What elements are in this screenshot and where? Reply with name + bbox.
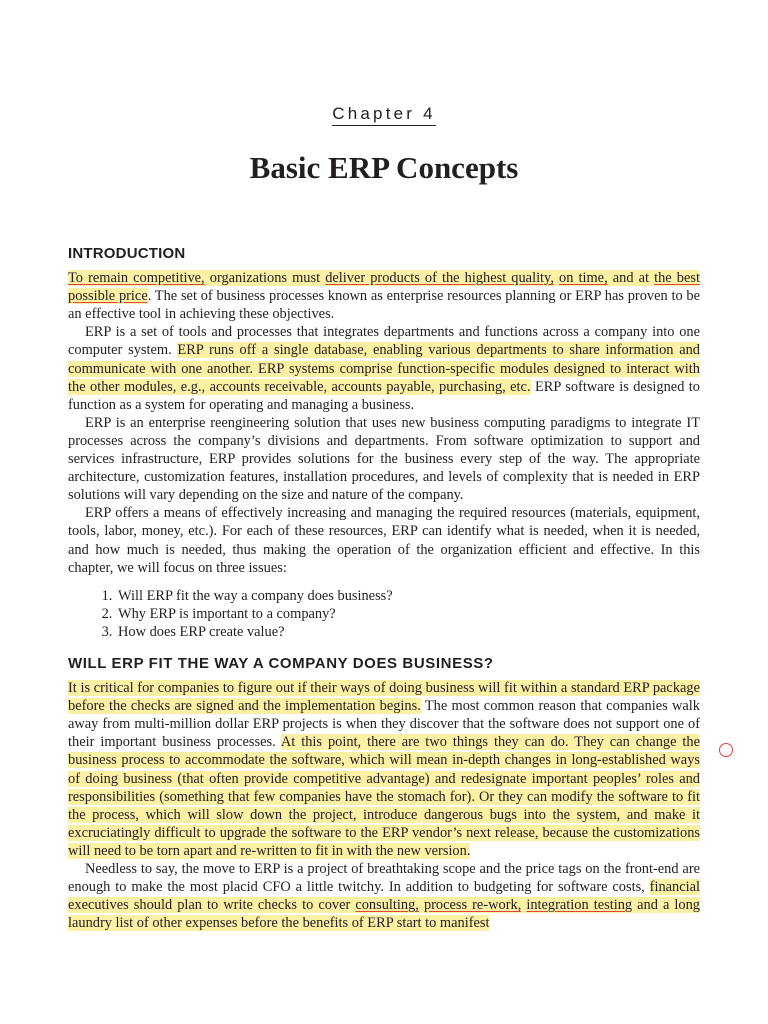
- highlight: It is critical for companies to figure out if their ways of doing business will fit within a standard ERP package before the checks are signed and the implementation begins.: [68, 680, 700, 715]
- paragraph-intro-1: [68, 269, 700, 323]
- highlight-underline: process re-work,: [423, 897, 522, 914]
- plain-text: . The set of business processes known as enterprise resources planning or ERP has proven to be an effective tool in achieving these objectives.: [68, 288, 700, 323]
- paragraph-fit-2: [68, 860, 700, 932]
- plain-text: ERP is a set of tools and processes that integrates departments and functions across a company into one computer system.: [68, 324, 700, 359]
- issues-list: [68, 587, 700, 641]
- section-heading-erp-fit: WILL ERP FIT THE WAY A COMPANY DOES BUSINESS?: [68, 654, 494, 672]
- plain-text: ERP software is designed to function as a system for operating and managing a business.: [68, 378, 701, 413]
- highlight-underline: consulting,: [355, 897, 419, 914]
- highlight: ERP runs off a single database, enabling various departments to share information and communicate with one another. ERP systems comprise function-specific modules designed to interact with the other modules, e.g., accounts receivable, accounts payable, purchasing, etc.: [68, 342, 700, 395]
- paragraph-intro-3: ERP is an enterprise reengineering solution that uses new business computing paradigms to integrate IT processes across the company’s divisions and departments. From software optimization to support and services infrastructure, ERP provides solutions for the business every step of the way. The appropriate architecture, customization features, installation procedures, and levels of complexity that is needed in ERP solutions will vary depending on the size and nature of the company.: [68, 414, 700, 504]
- highlight-underline: To remain competitive,: [68, 270, 205, 287]
- section-heading-introduction: INTRODUCTION: [68, 245, 186, 262]
- body-text: [68, 245, 700, 932]
- chapter-number: Chapter 4: [332, 104, 435, 126]
- highlight: financial executives should plan to write checks to cover: [68, 879, 700, 914]
- list-item: 3. How does ERP create value?: [116, 623, 700, 641]
- plain-text: The most common reason that companies walk away from multi-million dollar ERP projects is when they discover that the software does not support one of their important business processes.: [68, 698, 700, 751]
- highlight: and a long laundry list of other expenses before the benefits of ERP start to manifest: [68, 897, 700, 932]
- highlight-underline: integration testing: [526, 897, 633, 914]
- highlight: and at: [607, 270, 655, 287]
- plain-text: Needless to say, the move to ERP is a project of breathtaking scope and the price tags on the front-end are enough to make the most placid CFO a little twitchy. In addition to budgeting for software costs,: [68, 861, 700, 896]
- list-item: 2. Why ERP is important to a company?: [116, 605, 700, 623]
- paragraph-fit-1: [68, 679, 700, 860]
- chapter-title: Basic ERP Concepts: [249, 150, 519, 185]
- paragraph-intro-4: ERP offers a means of effectively increasing and managing the required resources (materials, equipment, tools, labor, money, etc.). For each of these resources, ERP can identify what is needed, when it is needed, and how much is needed, thus making the operation of the organization efficient and effective. In this chapter, we will focus on three issues:: [68, 505, 700, 576]
- chapter-label: [0, 104, 768, 124]
- highlight-underline: the best possible price: [68, 270, 700, 305]
- highlight: At this point, there are two things they can do. They can change the business process to accommodate the software, which will mean in-depth changes in long-established ways of doing business (that often provide competitive advantage) and redesignate important peoples’ roles and responsibilities (something that few companies have the stomach for). Or they can modify the software to fit the process, which will slow down the project, introduce dangerous bugs into the system, and make it excruciatingly difficult to upgrade the software to the ERP vendor’s next release, because the customizations will need to be torn apart and re-written to fit in with the new version.: [68, 734, 701, 859]
- highlight-underline: on time,: [559, 270, 608, 287]
- margin-circle-annotation: [719, 743, 733, 757]
- paragraph-intro-2: [68, 323, 700, 413]
- highlight: organizations must: [204, 270, 326, 287]
- list-item: 1. Will ERP fit the way a company does business?: [116, 587, 700, 605]
- highlight-underline: deliver products of the highest quality,: [325, 270, 554, 287]
